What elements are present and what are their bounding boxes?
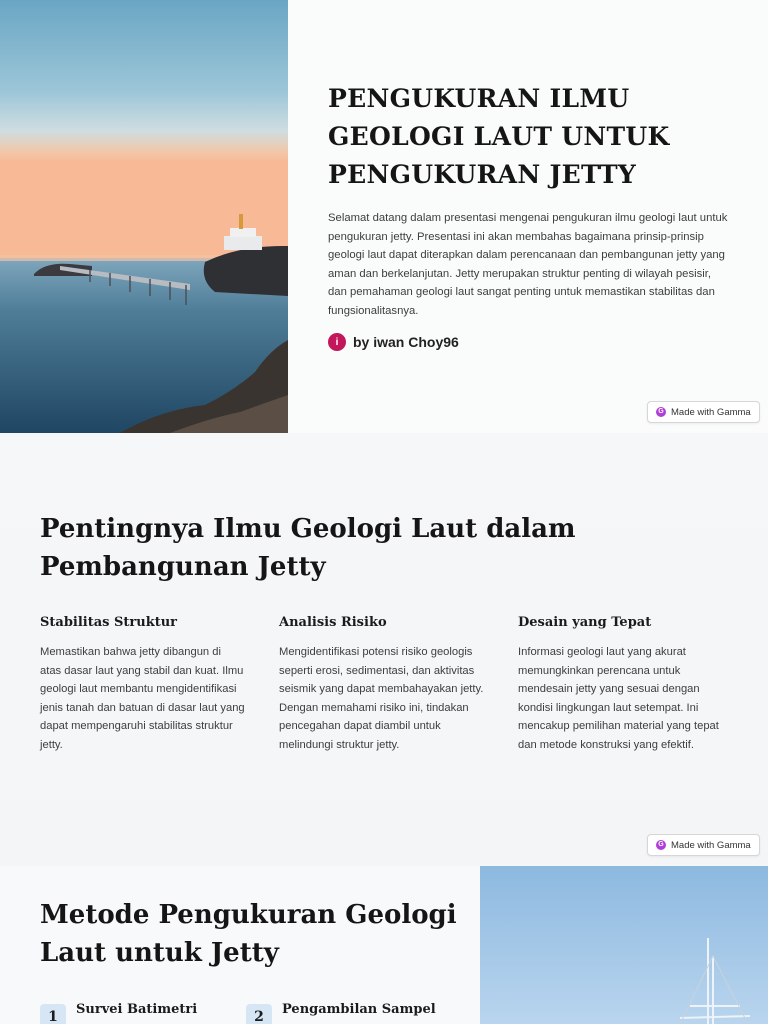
step-number: 2 xyxy=(246,1004,272,1024)
step-item xyxy=(246,1002,436,1024)
column-title: Stabilitas Struktur xyxy=(40,615,178,630)
author-name: by iwan Choy96 xyxy=(353,334,459,350)
column-body: Memastikan bahwa jetty dibangun di atas dasar laut yang stabil dan kuat. Ilmu geologi laut membantu mengidentifikasi jenis tanah dan batuan di dasar laut yang dapat mempengaruhi stabilitas struktur jetty. xyxy=(40,646,245,751)
section-title: Pentingnya Ilmu Geologi Laut dalam Pembangunan Jetty xyxy=(40,514,576,582)
section-title: Metode Pengukuran Geologi Laut untuk Jetty xyxy=(40,900,457,968)
step-label: Survei Batimetri xyxy=(76,1002,198,1017)
gamma-logo-icon: G xyxy=(656,840,666,850)
step-item xyxy=(40,1002,197,1024)
slide-methods xyxy=(0,866,768,1024)
column-body: Informasi geologi laut yang akurat memungkinkan perencana untuk mendesain jetty yang sesuai dengan kondisi lingkungan laut setempat. Ini mencakup pemilihan material yang tepat dan metode konstruksi yang efektif. xyxy=(518,646,719,751)
ship-mast-illustration xyxy=(480,866,768,1024)
avatar: i xyxy=(328,333,346,351)
column-stabilitas xyxy=(40,615,245,754)
intro-paragraph: Selamat datang dalam presentasi mengenai pengukuran ilmu geologi laut untuk pengukuran jetty. Presentasi ini akan membahas bagaimana prinsip-prinsip geologi laut dapat diterapkan dalam perencanaan dan pembangunan jetty yang aman dan berkelanjutan. Jetty merupakan struktur penting di wilayah pesisir, dan pemahaman geologi laut sangat penting untuk memastikan stabilitas dan fungsionalitasnya. xyxy=(328,212,728,317)
column-title: Analisis Risiko xyxy=(279,615,387,630)
slide-importance xyxy=(0,433,768,866)
badge-label: Made with Gamma xyxy=(671,839,751,851)
made-with-gamma-button[interactable] xyxy=(647,401,760,423)
column-body: Mengidentifikasi potensi risiko geologis seperti erosi, sedimentasi, dan aktivitas seismik yang dapat membahayakan jetty. Dengan memahami risiko ini, tindakan pencegahan dapat diambil untuk melindungi struktur jetty. xyxy=(279,646,484,751)
made-with-gamma-button[interactable] xyxy=(647,834,760,856)
hero-image-jetty-sunset xyxy=(0,0,288,433)
step-number: 1 xyxy=(40,1004,66,1024)
column-analisis xyxy=(279,615,484,754)
gamma-logo-icon: G xyxy=(656,407,666,417)
column-title: Desain yang Tepat xyxy=(518,615,652,630)
jetty-sunset-illustration xyxy=(0,0,288,433)
page-title: PENGUKURAN ILMU GEOLOGI LAUT UNTUK PENGUKURAN JETTY xyxy=(328,84,670,189)
badge-label: Made with Gamma xyxy=(671,406,751,418)
slide-title xyxy=(0,0,768,433)
author-line xyxy=(328,333,459,351)
column-desain xyxy=(518,615,723,754)
step-label: Pengambilan Sampel xyxy=(282,1002,436,1017)
mast-sky-image xyxy=(480,866,768,1024)
